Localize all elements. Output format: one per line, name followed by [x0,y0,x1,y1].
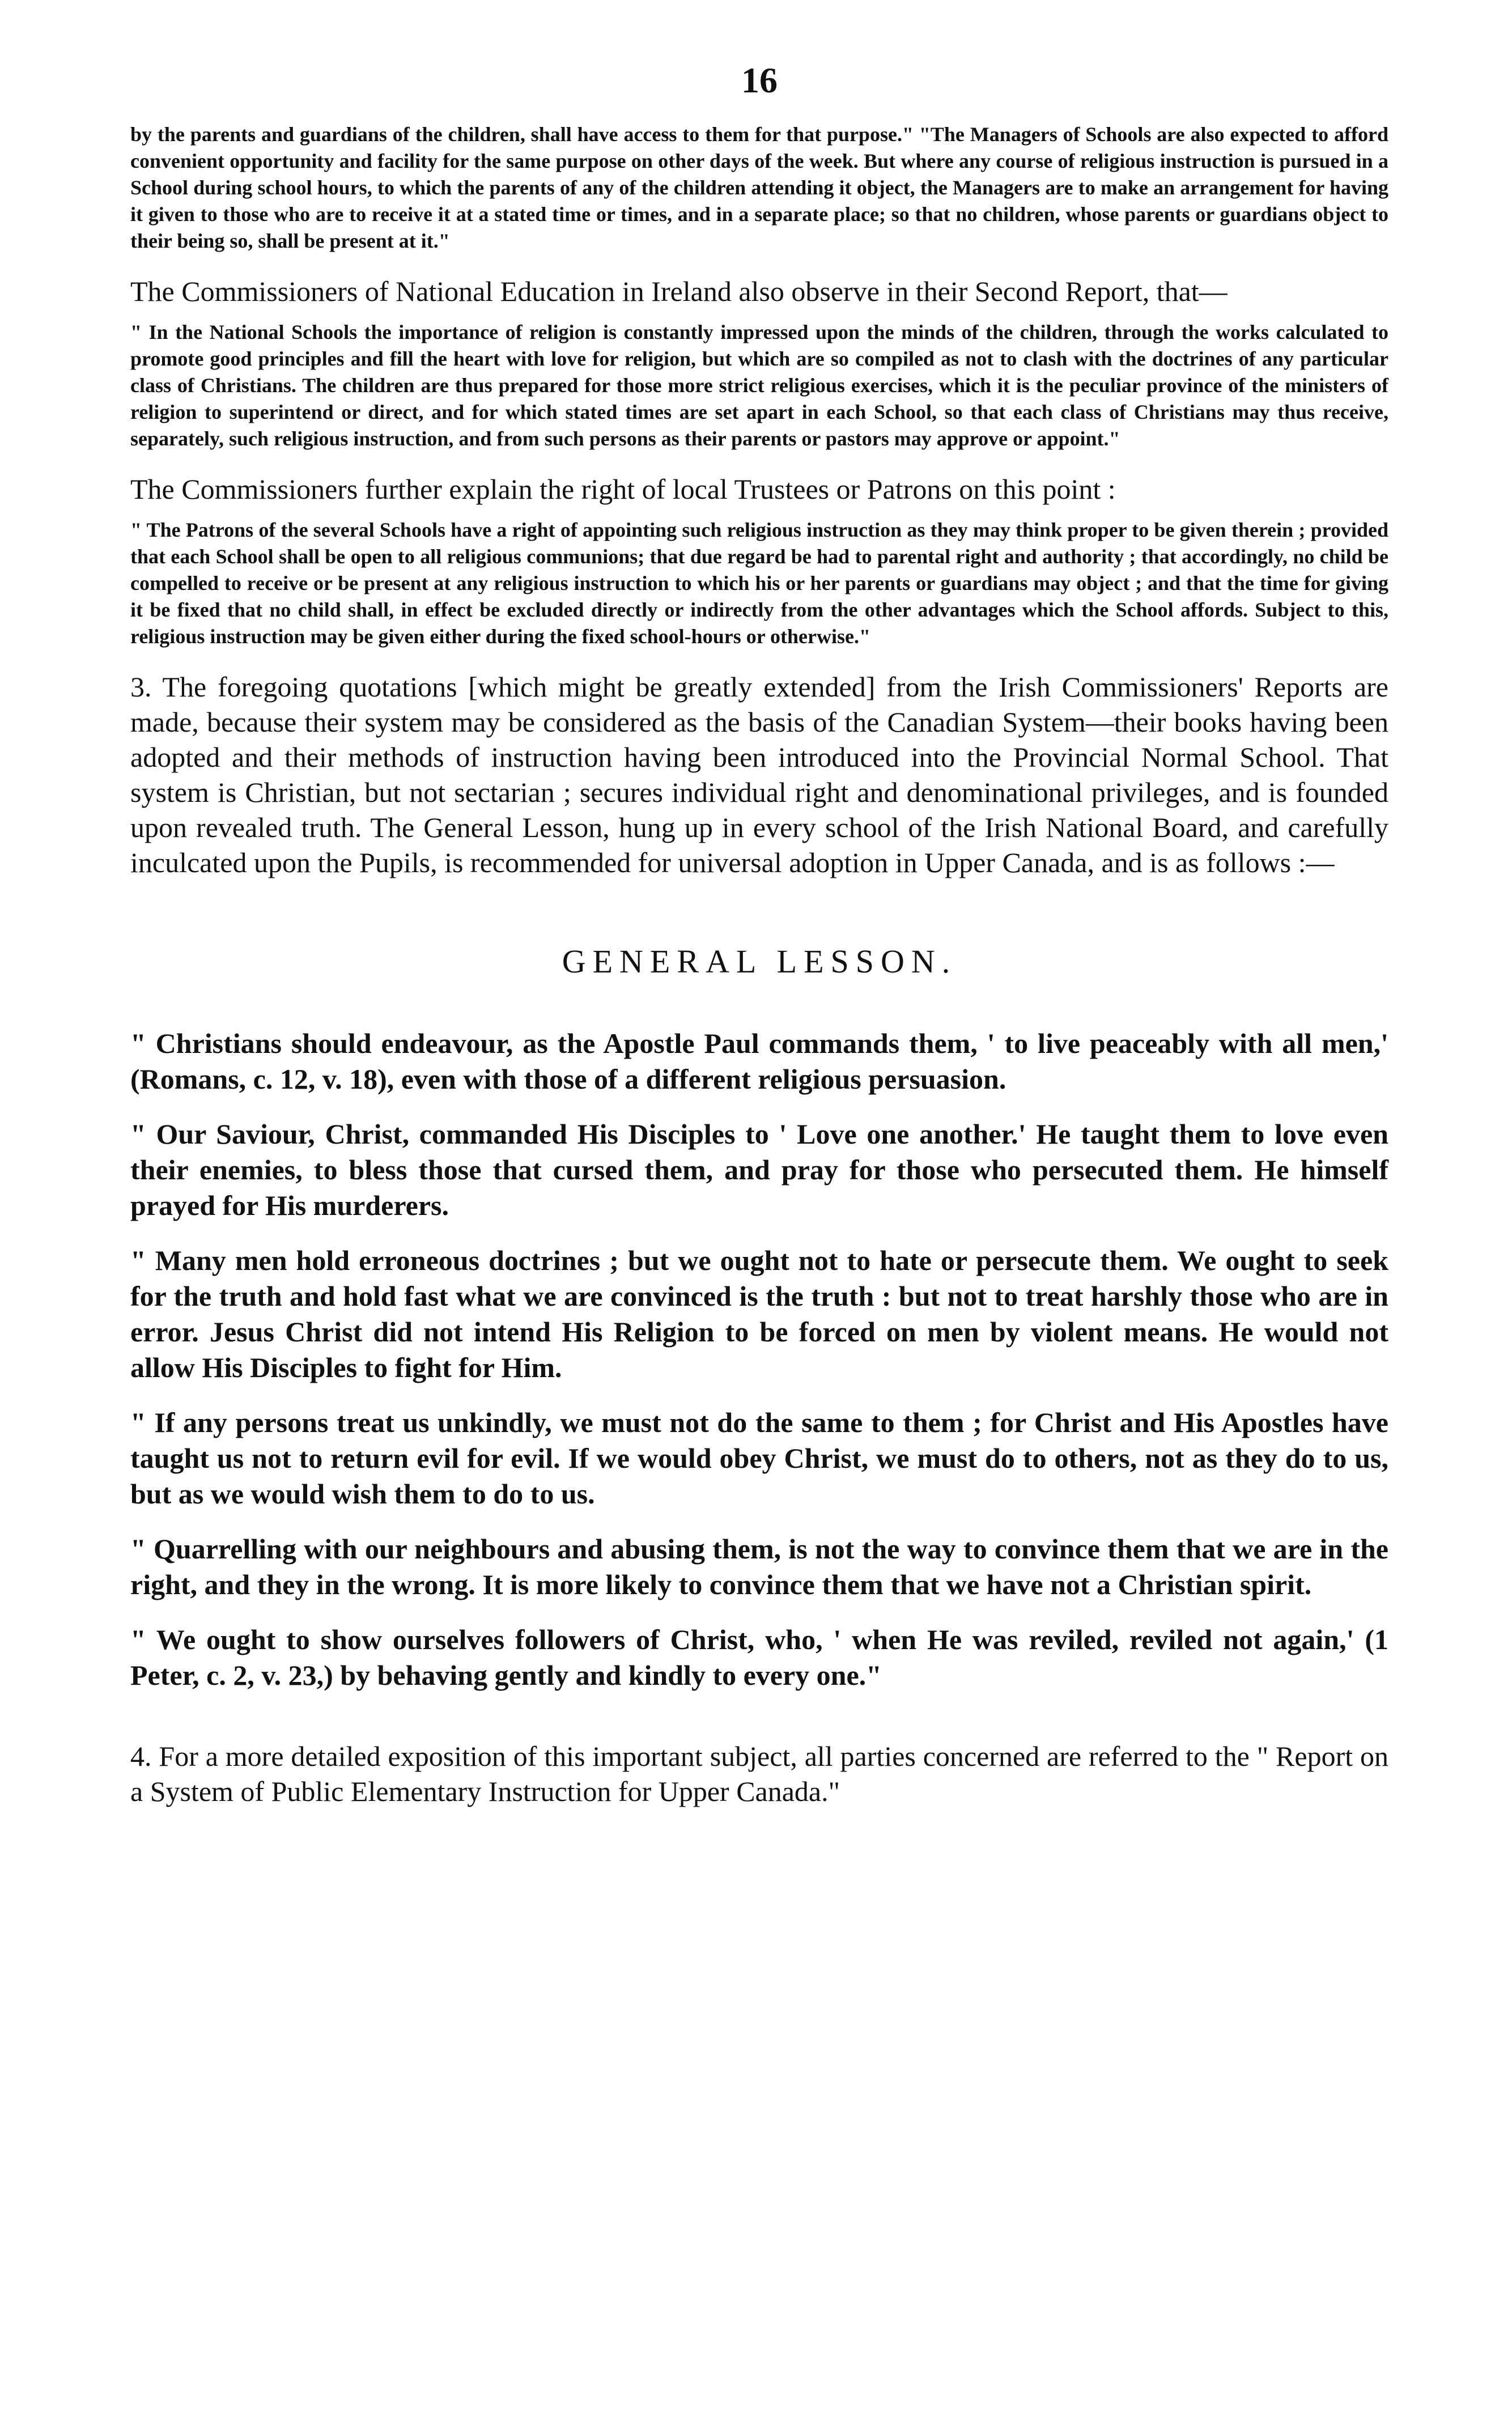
page-number: 16 [741,60,778,100]
document-page [130,51,1388,1809]
lesson-paragraph-5: " Quarrelling with our neighbours and abusing them, is not the way to convince them that we are in the right, and they in the wrong. It is more likely to convince them that we have not a Christian spirit. [130,1533,1388,1600]
intro-quote: by the parents and guardians of the children, shall have access to them for that purpose." "The Managers of Schools are also expected to afford convenient opportunity and facility for the same purpose on other days of the week. But where any course of religious instruction is pursued in a School during school hours, to which the parents of any of the children attending it object, the Managers are to make an arrangement for having it given to those who are to receive it at a stated time or times, and in a separate place; so that no children, whose parents or guardians object to their being so, shall be present at it." [130,123,1388,252]
lesson-paragraph-6: " We ought to show ourselves followers of Christ, who, ' when He was reviled, reviled not again,' (1 Peter, c. 2, v. 23,) by behaving gently and kindly to every one." [130,1624,1388,1691]
trustees-quote: " The Patrons of the several Schools have a right of appointing such religious instruction as they may think proper to be given therein ; provided that each School shall be open to all religious communions; that due regard be had to parental right and authority ; that accordingly, no child be compelled to receive or be present at any religious instruction to which his or her parents or guardians may object ; and that the time for giving it be fixed that no child shall, in effect be excluded directly or indirectly from the other advantages which the School affords. Subject to this, religious instruction may be given either during the fixed school-hours or otherwise." [130,519,1388,648]
section-3-paragraph: 3. The foregoing quotations [which might be greatly extended] from the Irish Commissioners' Reports are made, because their system may be considered as the basis of the Canadian System—their books having been adopted and their methods of instruction having been introduced into the Provincial Normal School. That system is Christian, but not sectarian ; secures individual right and denominational privileges, and is founded upon revealed truth. The General Lesson, hung up in every school of the Irish National Board, and carefully inculcated upon the Pupils, is recommended for universal adoption in Upper Canada, and is as follows :— [130,671,1388,878]
lesson-paragraph-1: " Christians should endeavour, as the Apostle Paul commands them, ' to live peaceably with all men,' (Romans, c. 12, v. 18), even with those of a different religious persuasion. [130,1027,1388,1095]
lesson-paragraph-2: " Our Saviour, Christ, commanded His Disciples to ' Love one another.' He taught them to love even their enemies, to bless those that cursed them, and pray for those who persecuted them. He himself prayed for His murderers. [130,1118,1388,1221]
lesson-paragraph-4: " If any persons treat us unkindly, we must not do the same to them ; for Christ and His Apostles have taught us not to return evil for evil. If we would obey Christ, we must do to others, not as they do to us, but as we would wish them to do to us. [130,1407,1388,1510]
general-lesson-heading: GENERAL LESSON. [562,943,957,980]
commissioners-intro: The Commissioners of National Education in Ireland also observe in their Second Report, that— [130,275,1228,307]
trustees-intro: The Commissioners further explain the right of local Trustees or Patrons on this point : [130,473,1116,505]
commissioners-quote: " In the National Schools the importance of religion is constantly impressed upon the minds of the children, through the works calculated to promote good principles and fill the heart with love for religion, but which are so compiled as not to clash with the doctrines of any particular class of Christians. The children are thus prepared for those more strict religious exercises, which it is the peculiar province of the ministers of religion to superintend or direct, and for which stated times are set apart in each School, so that each class of Christians may thus receive, separately, such religious instruction, and from such persons as their parents or pastors may approve or appoint." [130,321,1388,450]
lesson-paragraph-3: " Many men hold erroneous doctrines ; but we ought not to hate or persecute them. We ought to seek for the truth and hold fast what we are convinced is the truth : but not to treat harshly those who are in error. Jesus Christ did not intend His Religion to be forced on men by violent means. He would not allow His Disciples to fight for Him. [130,1244,1388,1383]
section-4-paragraph: 4. For a more detailed exposition of this important subject, all parties concerned are referred to the " Report on a System of Public Elementary Instruction for Upper Canada." [130,1740,1388,1807]
